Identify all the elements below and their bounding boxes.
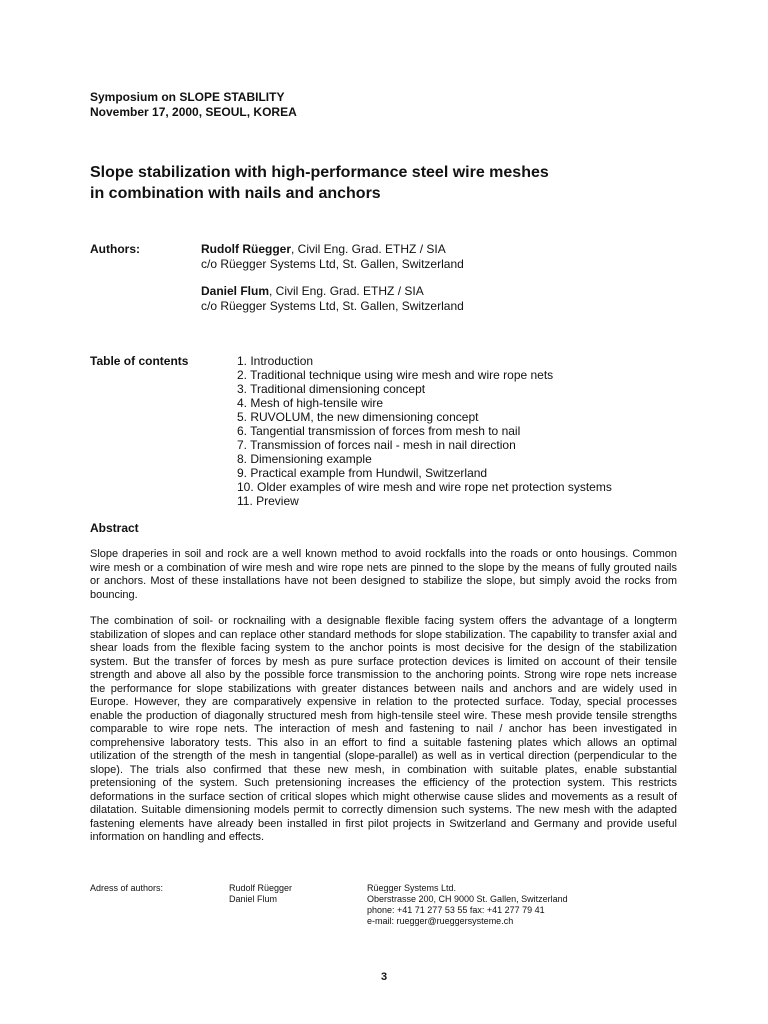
author-name: Daniel Flum (201, 284, 270, 298)
toc-item: 2. Traditional technique using wire mesh and wire rope nets (237, 368, 554, 382)
address-company: Rüegger Systems Ltd. (367, 883, 457, 893)
author-address-block (367, 883, 568, 927)
address-street: Oberstrasse 200, CH 9000 St. Gallen, Switzerland (367, 894, 568, 904)
author-entry (201, 242, 681, 272)
abstract-paragraph-2: The combination of soil- or rocknailing with a designable flexible facing system offers the advantage of a longterm stabilization of slopes and can replace other standard methods for slope stabilization. The capability to transfer axial and shear loads from the flexible facing system to the anchor points is most decisive for the design of the stabilization system. But the transfer of forces by mesh as pure surface protection devices is limited on account of their tensile strength and above all also by the possible force transmission to the anchoring points. Strong wire rope nets increase the performance for slope stabilizations with greater distances between nails and anchors and are widely used in Europe. However, they are comparatively expensive in relation to the protected surface. Today, special processes enable the production of diagonally structured mesh from high-tensile steel wire. These mesh provide tensile strengths comparable to wire rope nets. The interaction of mesh and fastening to nail / anchor has been investigated in comprehensive laboratory tests. This also in an effort to find a suitable fastening plates which allows an optimal utilization of the strength of the mesh in tangential (slope-parallel) as well as in vertical direction (perpendicular to the slope). The trials also confirmed that these new mesh, in combination with suitable plates, enable substantial pretensioning of the system. Such pretensioning increases the efficiency of the protection system. This restricts deformations in the surface section of critical slopes which might otherwise cause slides and movements as a result of dilatation. Suitable dimensioning models permit to correctly dimension such systems. The new mesh with the adapted fastening elements have already been installed in first pilot projects in Switzerland and Germany and provide useful information on handling and effects. (90, 615, 677, 843)
address-name: Daniel Flum (229, 894, 278, 904)
author-address-label: Adress of authors: (90, 883, 164, 893)
toc-item: 9. Practical example from Hundwil, Switzerland (237, 466, 488, 480)
page-number: 3 (380, 971, 388, 983)
symposium-header (90, 90, 297, 120)
toc-item: 11. Preview (237, 494, 299, 508)
author-entry (201, 284, 681, 314)
toc-item: 1. Introduction (237, 354, 314, 368)
author-name: Rudolf Rüegger (201, 242, 291, 256)
paper-title-line-1: Slope stabilization with high-performance steel wire meshes (90, 164, 549, 181)
toc-item: 7. Transmission of forces nail - mesh in nail direction (237, 438, 516, 452)
table-of-contents (237, 354, 677, 508)
abstract-paragraph-1: Slope draperies in soil and rock are a well known method to avoid rockfalls into the roads or onto housings. Common wire mesh or a combination of wire mesh and wire rope nets are pinned to the slope by the means of fully grouted nails or anchors. Most of these installations have not been designed to stabilize the slope, but simply avoid the rocks from bouncing. (90, 548, 677, 601)
paper-title (90, 162, 690, 204)
toc-item: 5. RUVOLUM, the new dimensioning concept (237, 410, 479, 424)
toc-item: 6. Tangential transmission of forces from mesh to nail (237, 424, 521, 438)
author-address-names (229, 883, 292, 905)
author-affiliation: c/o Rüegger Systems Ltd, St. Gallen, Switzerland (201, 257, 464, 271)
abstract-heading: Abstract (90, 521, 139, 535)
toc-item: 8. Dimensioning example (237, 452, 372, 466)
author-credentials: , Civil Eng. Grad. ETHZ / SIA (269, 284, 424, 298)
symposium-date-location: November 17, 2000, SEOUL, KOREA (90, 105, 297, 119)
symposium-name: Symposium on SLOPE STABILITY (90, 90, 285, 104)
toc-item: 4. Mesh of high-tensile wire (237, 396, 384, 410)
author-credentials: , Civil Eng. Grad. ETHZ / SIA (291, 242, 446, 256)
toc-label: Table of contents (90, 354, 189, 368)
paper-title-line-2: in combination with nails and anchors (90, 185, 381, 202)
authors-label: Authors: (90, 242, 140, 256)
address-email: e-mail: ruegger@rueggersysteme.ch (367, 916, 514, 926)
toc-item: 3. Traditional dimensioning concept (237, 382, 426, 396)
address-name: Rudolf Rüegger (229, 883, 293, 893)
author-affiliation: c/o Rüegger Systems Ltd, St. Gallen, Switzerland (201, 299, 464, 313)
address-phone-fax: phone: +41 71 277 53 55 fax: +41 277 79 41 (367, 905, 545, 915)
toc-item: 10. Older examples of wire mesh and wire rope net protection systems (237, 480, 612, 494)
